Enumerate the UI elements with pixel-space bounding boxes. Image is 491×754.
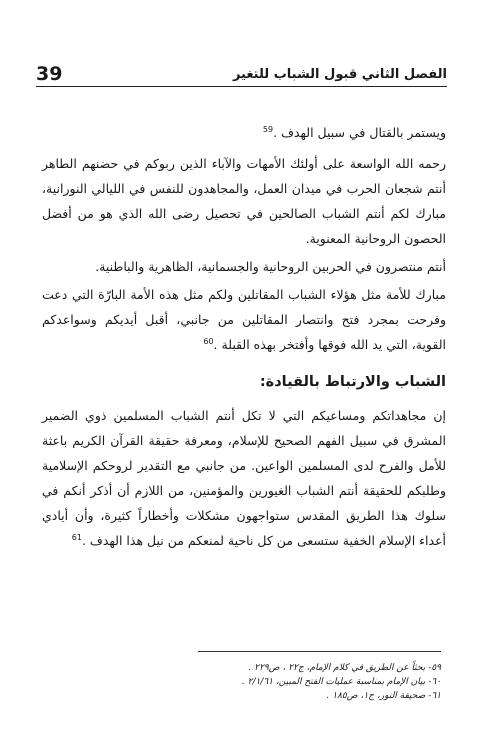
paragraph [42, 120, 446, 145]
footnote-ref: 61 [71, 532, 82, 542]
paragraph [42, 254, 446, 279]
running-title: الفصل الثاني قبول الشباب للتغير [232, 67, 447, 82]
section-heading: الشباب والارتباط بالقيادة: [259, 374, 446, 390]
footnote: ٥٩- بحثاً عن الطريق في كلام الإمام، ج٢٢ ، ص٢٢٩ . [248, 663, 441, 673]
footnote-ref: 59 [262, 124, 274, 134]
page-header [36, 62, 447, 84]
paragraph-text: مبارك للأمة مثل هؤلاء الشباب المقاتلين ولكم مثل هذه الأمة البارّة التي دعت وفرحت بمجرد فتح وانتصار المقاتلين من جانبي، أقبل أيديكم وسواعدكم القوية، التي يد الله فوقها وأفتخر بهذه القبلة . [42, 287, 446, 352]
paragraph-text: رحمه الله الواسعة على أولئك الأمهات والآباء الذين ربوكم في حضنهم الطاهر أنتم شجعان الحرب في ميدان العمل، والمجاهدون للنفس في الليالي النورانية، مبارك لكم أنتم الشباب الصالحين في تحصيل رضى الله الذي هو من أفضل الحصون الروحانية المعنوية. [42, 156, 446, 246]
page-number: 39 [36, 63, 63, 85]
paragraph-text: إن مجاهداتكم ومساعيكم التي لا تكل أنتم الشباب المسلمين ذوي الضمير المشرق في سبيل الفهم الصحيح للإسلام، ومعرفة حقيقة القرآن الكريم باعثة للأمل والفرح لدى المسلمين الواعين. من جانبي مع التقدير لروحكم الإسلامية وطلبكم للحقيقة أنتم الشباب الغيورين والمؤمنين، من اللازم أن أذكر أنكم في سلوك هذا الطريق المقدس ستواجهون مشكلات وأخطاراً كثيرة، وأن أيادي أعداء الإسلام الخفية ستسعى من كل ناحية لمنعكم من نيل هذا الهدف . [42, 408, 446, 548]
footnote-rule [198, 651, 441, 652]
footnote-ref: 60 [203, 336, 214, 346]
paragraph [42, 403, 446, 553]
paragraph [42, 282, 446, 357]
footnote: ٦٠- بيان الإمام بمناسبة عمليات الفتح المبين، ٢/١/٦١ . [241, 677, 441, 687]
header-rule [36, 86, 447, 87]
paragraph [42, 151, 446, 251]
paragraph-text: أنتم منتصرون في الحربين الروحانية والجسمانية، الظاهرية والباطنية. [95, 259, 446, 274]
footnote: ٦١- صحيفة النور، ج١، ص١٨٥ . [326, 691, 441, 701]
footnotes [42, 661, 441, 703]
main-text [42, 120, 446, 556]
paragraph-text: ويستمر بالقتال في سبيل الهدف . [273, 125, 446, 140]
